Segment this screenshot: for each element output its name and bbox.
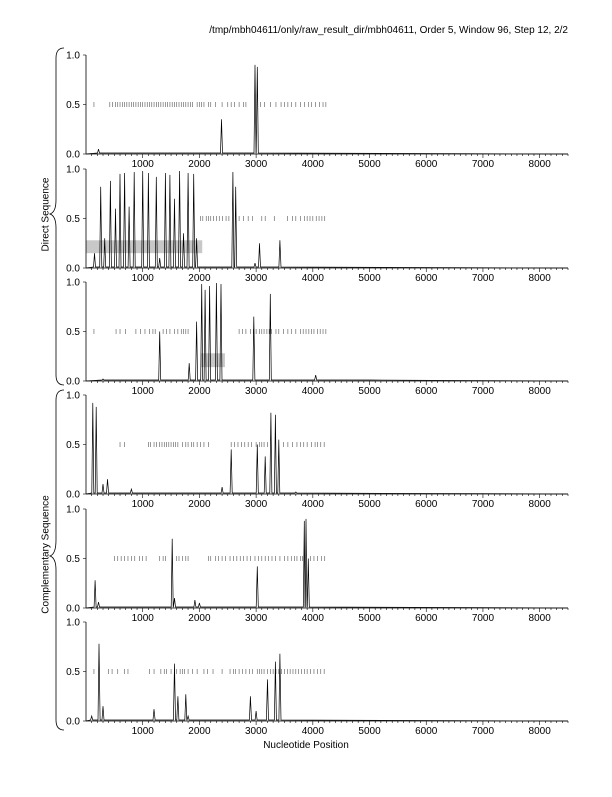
probability-curve xyxy=(86,644,568,721)
x-tick-label: 2000 xyxy=(188,613,211,624)
probability-curve xyxy=(86,403,568,494)
x-tick-label: 1000 xyxy=(131,726,154,737)
probability-curve xyxy=(86,65,568,154)
x-tick-label: 3000 xyxy=(244,386,268,397)
x-tick-label: 6000 xyxy=(415,159,438,170)
x-tick-label: 7000 xyxy=(471,499,495,510)
y-tick-label: 1.0 xyxy=(66,164,80,176)
x-tick-label: 3000 xyxy=(244,159,268,170)
x-tick-label: 5000 xyxy=(358,159,381,170)
x-tick-label: 7000 xyxy=(471,613,495,624)
x-tick-label: 1000 xyxy=(131,613,154,624)
y-tick-label: 0.0 xyxy=(66,603,80,615)
complementary-sequence-brace xyxy=(50,390,64,730)
y-tick-label: 1.0 xyxy=(66,617,80,629)
y-tick-label: 0.0 xyxy=(66,263,80,275)
direct-sequence-label: Direct Sequence xyxy=(40,177,52,252)
y-tick-label: 0.0 xyxy=(66,376,80,388)
y-tick-label: 0.5 xyxy=(66,214,80,225)
x-tick-label: 5000 xyxy=(358,726,381,737)
x-tick-label: 6000 xyxy=(415,726,438,737)
y-tick-label: 0.5 xyxy=(66,100,80,111)
y-tick-label: 0.5 xyxy=(66,554,80,565)
probability-curve xyxy=(86,171,568,268)
x-tick-label: 2000 xyxy=(188,386,211,397)
y-tick-label: 1.0 xyxy=(66,504,80,516)
x-tick-label: 7000 xyxy=(471,386,495,397)
x-tick-label: 4000 xyxy=(301,386,324,397)
y-tick-label: 1.0 xyxy=(66,277,80,289)
y-tick-label: 0.5 xyxy=(66,440,80,451)
y-tick-label: 0.5 xyxy=(66,667,80,678)
x-tick-label: 4000 xyxy=(301,159,324,170)
x-tick-label: 2000 xyxy=(188,499,211,510)
x-tick-label: 6000 xyxy=(415,613,438,624)
x-tick-label: 6000 xyxy=(415,273,438,284)
probability-curve xyxy=(86,283,568,381)
x-tick-label: 1000 xyxy=(131,273,154,284)
x-axis-label: Nucleotide Position xyxy=(263,740,349,751)
x-tick-label: 2000 xyxy=(188,273,211,284)
x-tick-label: 3000 xyxy=(244,726,268,737)
x-tick-label: 8000 xyxy=(528,726,551,737)
x-tick-label: 7000 xyxy=(471,273,495,284)
x-tick-label: 7000 xyxy=(471,726,495,737)
x-tick-label: 4000 xyxy=(301,726,324,737)
x-tick-label: 4000 xyxy=(301,613,324,624)
y-tick-label: 1.0 xyxy=(66,50,80,62)
x-tick-label: 6000 xyxy=(415,386,438,397)
complementary-sequence-label: Complementary Sequence xyxy=(40,495,52,614)
x-tick-label: 4000 xyxy=(301,499,324,510)
x-tick-label: 1000 xyxy=(131,386,154,397)
x-tick-label: 3000 xyxy=(244,499,268,510)
x-tick-label: 3000 xyxy=(244,613,268,624)
x-tick-label: 5000 xyxy=(358,386,381,397)
x-tick-label: 2000 xyxy=(188,726,211,737)
x-tick-label: 1000 xyxy=(131,159,154,170)
probability-curve xyxy=(86,519,568,608)
y-tick-label: 0.0 xyxy=(66,489,80,501)
y-tick-label: 0.0 xyxy=(66,716,80,728)
x-tick-label: 1000 xyxy=(131,499,154,510)
x-tick-label: 3000 xyxy=(244,273,268,284)
y-tick-label: 1.0 xyxy=(66,390,80,402)
y-tick-label: 0.0 xyxy=(66,149,80,161)
x-tick-label: 4000 xyxy=(301,273,324,284)
x-tick-label: 8000 xyxy=(528,613,551,624)
x-tick-label: 5000 xyxy=(358,273,381,284)
x-tick-label: 5000 xyxy=(358,613,381,624)
x-tick-label: 5000 xyxy=(358,499,381,510)
x-tick-label: 8000 xyxy=(528,386,551,397)
x-tick-label: 8000 xyxy=(528,273,551,284)
y-tick-label: 0.5 xyxy=(66,327,80,338)
direct-sequence-brace xyxy=(50,48,64,385)
x-tick-label: 7000 xyxy=(471,159,495,170)
x-tick-label: 2000 xyxy=(188,159,211,170)
x-tick-label: 6000 xyxy=(415,499,438,510)
chart-title: /tmp/mbh04611/only/raw_result_dir/mbh04611, Order 5, Window 96, Step 12, 2/2 xyxy=(209,25,568,36)
x-tick-label: 8000 xyxy=(528,159,551,170)
x-tick-label: 8000 xyxy=(528,499,551,510)
coding-region-bar xyxy=(86,240,202,253)
